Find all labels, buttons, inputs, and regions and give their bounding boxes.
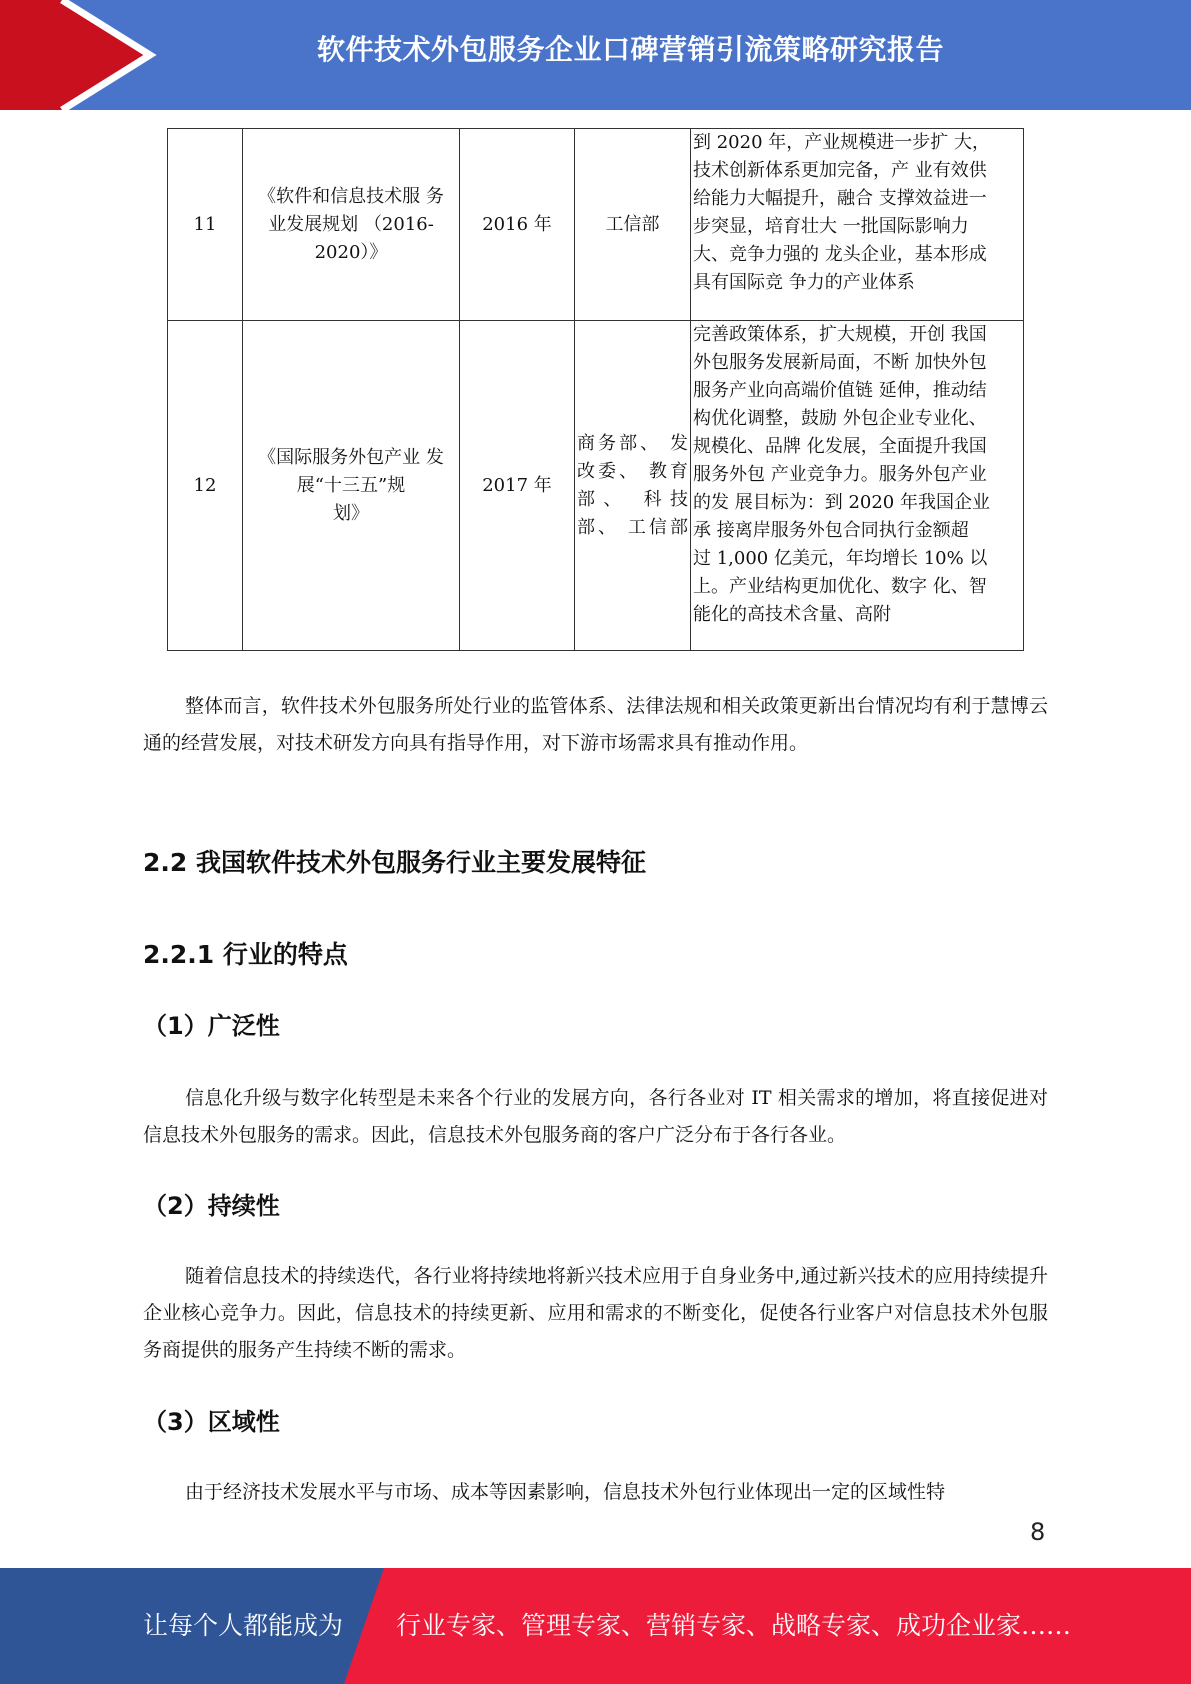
breadth-paragraph: 信息化升级与数字化转型是未来各个行业的发展方向，各行各业对 IT 相关需求的增加，将直接促进对信息技术外包服务的需求。因此，信息技术外包服务商的客户广泛分布于各行各业。 <box>143 1087 1048 1146</box>
footer-slogan-left: 让每个人都能成为 <box>143 1611 344 1640</box>
table-row <box>168 321 1024 651</box>
policy-content: 到 2020 年，产业规模进一步扩 大， 技术创新体系更加完备，产 业有效供 给能力大幅提升，融合 支撑效益进一 步突显，培育壮大 一批国际影响力 大、竞争力强的 龙头企业，基本形成 具有国际竞 争力的产业体系 <box>691 129 1024 321</box>
page-footer <box>0 1568 1191 1684</box>
summary-paragraph: 整体而言，软件技术外包服务所处行业的监管体系、法律法规和相关政策更新出台情况均有利于慧博云通的经营发展，对技术研发方向具有指导作用，对下游市场需求具有推动作用。 <box>143 695 1048 754</box>
subheading-breadth: （1）广泛性 <box>143 1012 280 1040</box>
policy-department: 商务部、 发 改委、 教育 部、 科技 部、 工信部 <box>575 321 691 651</box>
continuity-paragraph: 随着信息技术的持续迭代，各行业将持续地将新兴技术应用于自身业务中,通过新兴技术的应用持续提升企业核心竞争力。因此，信息技术的持续更新、应用和需求的不断变化，促使各行业客户对信息技术外包服务商提供的服务产生持续不断的需求。 <box>143 1265 1048 1361</box>
section-heading-2-2: 2.2 我国软件技术外包服务行业主要发展特征 <box>143 848 646 877</box>
policy-department: 工信部 <box>575 129 691 321</box>
policy-year: 2016 年 <box>460 129 575 321</box>
subheading-regionality: （3）区域性 <box>143 1408 280 1436</box>
page-header <box>0 0 1191 110</box>
row-number: 11 <box>168 129 243 321</box>
page-number: 8 <box>1030 1518 1046 1546</box>
policy-name: 《国际服务外包产业 发 展“十三五”规 划》 <box>243 321 460 651</box>
policy-content: 完善政策体系，扩大规模，开创 我国 外包服务发展新局面，不断 加快外包 服务产业向高端价值链 延伸，推动结 构优化调整，鼓励 外包企业专业化、 规模化、品牌 化发展，全面提升我国 服务外包 产业竞争力。服务外包产业 的发 展目标为：到 2020 年我国企业 承 接离岸服务外包合同执行金额超 过 1,000 亿美元，年均增长 10% 以 上。产业结构更加优化、数字 化、智 能化的高技术含量、高附 <box>691 321 1024 651</box>
header-title: 软件技术外包服务企业口碑营销引流策略研究报告 <box>316 33 944 66</box>
footer-slogan-right: 行业专家、管理专家、营销专家、战略专家、成功企业家…… <box>396 1611 1072 1640</box>
policy-table <box>167 128 1024 651</box>
regionality-paragraph: 由于经济技术发展水平与市场、成本等因素影响，信息技术外包行业体现出一定的区域性特 <box>185 1481 946 1503</box>
row-number: 12 <box>168 321 243 651</box>
policy-name: 《软件和信息技术服 务 业发展规划 （2016- 2020）》 <box>243 129 460 321</box>
table-row <box>168 129 1024 321</box>
subheading-continuity: （2）持续性 <box>143 1192 280 1220</box>
section-heading-2-2-1: 2.2.1 行业的特点 <box>143 940 348 969</box>
policy-year: 2017 年 <box>460 321 575 651</box>
